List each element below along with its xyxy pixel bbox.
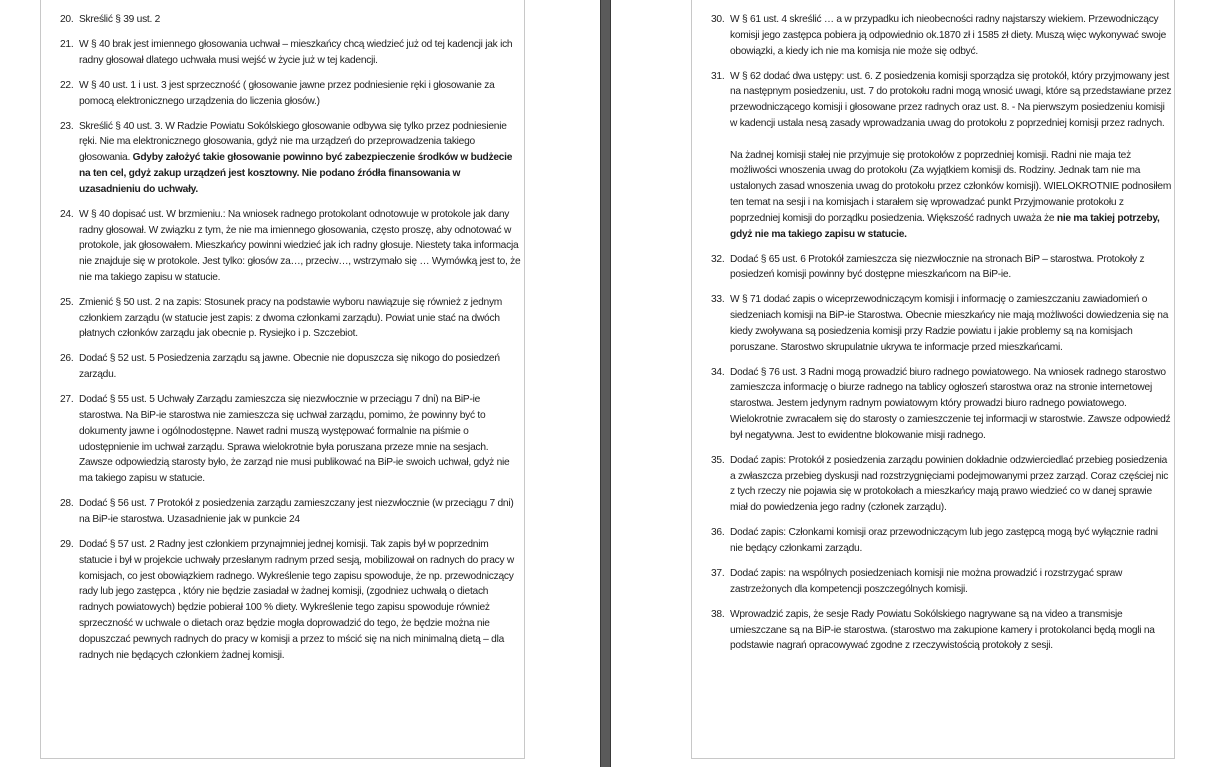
item-number: 32. bbox=[711, 253, 725, 265]
text-run: Dodać zapis: Członkami komisji oraz przewodniczącym lub jego zastępcą mogą być wyłącznie radni nie będący członkami zarządu. bbox=[730, 527, 1158, 555]
text-run: Dodać § 55 ust. 5 Uchwały Zarządu zamieszcza się niezwłocznie w przeciągu 7 dni) na BiP-ie starostwa. Na BiP-ie starostwa nie zamieszcza się uchwał zarządu, pomimo, że powinny być to dokumenty jawne i ogólnodostępne. Nawet radni muszą występować formalnie na piśmie o udostępnienie im uchwał zarządu. Sprawa wielokrotnie była poruszana przeze mnie na sesjach. Zawsze odpowiedzią starosty było, że zarząd nie musi publikować na BiP-ie swoich uchwał, gdyż nie ma takiego zapisu w statucie. bbox=[79, 394, 510, 485]
item-number: 38. bbox=[711, 608, 725, 620]
list-item bbox=[692, 566, 1174, 598]
list-item bbox=[692, 365, 1174, 444]
list-item bbox=[692, 12, 1174, 59]
text-run: Dodać § 65 ust. 6 Protokół zamieszcza się niezwłocznie na stronach BiP – starostwa. Protokoły z posiedzeń komisji powinny być dostępne mieszkańcom na BiP-ie. bbox=[730, 253, 1145, 281]
item-paragraph bbox=[79, 12, 522, 28]
numbered-list bbox=[41, 12, 524, 663]
item-paragraph bbox=[79, 351, 522, 383]
text-run: W § 40 ust. 1 i ust. 3 jest sprzeczność ( głosowanie jawne przez podniesienie ręki i głosowanie za pomocą elektronicznego urządzenia do liczenia głosów.) bbox=[79, 79, 495, 107]
item-number: 25. bbox=[60, 296, 74, 308]
numbered-list bbox=[692, 12, 1174, 654]
item-paragraph bbox=[79, 119, 522, 198]
item-number: 30. bbox=[711, 14, 725, 25]
text-run: Dodać § 76 ust. 3 Radni mogą prowadzić biuro radnego powiatowego. Na wniosek radnego starostwo zamieszcza informację o biurze radnego na tablicy ogłoszeń starostwa oraz na stronie internetowej starostwa. Jestem jedynym radnym powiatowym który prowadzi biuro radnego powiatowego. Wielokrotnie zwracałem się do starosty o zamieszczenie tej informacji w starostwie. Zawsze odpowiedź był negatywna. Jest to ewidentne blokowanie misji radnego. bbox=[730, 366, 1171, 441]
text-run: W § 62 dodać dwa ustępy: ust. 6. Z posiedzenia komisji sporządza się protokół, który przyjmowany jest na następnym posiedzeniu, ust. 7 do protokołu radni mogą wnosić uwagi, które są przedstawiane przez przewodniczącego komisji i głosowane przez radnych oraz ust. 8. - Na pierwszym posiedzeniu komisji w kadencji ustala nesą zasady wprowadzania uwag do protokołu z poprzedniej komisji przez radnych. bbox=[730, 70, 1172, 129]
item-paragraph bbox=[79, 537, 522, 663]
item-number: 23. bbox=[60, 120, 74, 132]
list-item bbox=[41, 537, 524, 663]
text-run: Zmienić § 50 ust. 2 na zapis: Stosunek pracy na podstawie wyboru nawiązuje się również z jednym członkiem zarządu (w statucie jest zapis: z dwoma członkami zarządu). Powiat unie stać na dwóch płatnych członków zarządu jak obecnie p. Rysiejko i p. Szczebiot. bbox=[79, 296, 503, 340]
text-run: W § 61 ust. 4 skreślić … a w przypadku ich nieobecności radny najstarszy wiekiem. Przewodniczący komisji jego zastępca pobiera ją odpowiednio ok.1870 zł i 1585 zł diety. Muszą więc wykonywać swoje obowiązki, a kiedy ich nie ma komisja nie może się odbyć. bbox=[730, 14, 1166, 57]
item-number: 34. bbox=[711, 366, 725, 378]
list-item bbox=[692, 525, 1174, 557]
item-paragraph bbox=[79, 78, 522, 110]
item-paragraph bbox=[730, 607, 1172, 654]
item-number: 35. bbox=[711, 454, 725, 466]
text-run: Skreślić § 40 ust. 3. W Radzie Powiatu Sokólskiego głosowanie odbywa się tylko przez podniesienie ręki. Nie ma elektronicznego głosowania, gdyż nie ma urządzeń do przeprowadzenia takiego głosowania. bbox=[79, 120, 507, 164]
list-item bbox=[41, 295, 524, 342]
text-run: Dodać § 52 ust. 5 Posiedzenia zarządu są jawne. Obecnie nie dopuszcza się nikogo do posiedzeń zarządu. bbox=[79, 353, 500, 381]
document-page-right[interactable] bbox=[691, 0, 1175, 759]
item-paragraph bbox=[730, 566, 1172, 598]
item-paragraph bbox=[79, 295, 522, 342]
item-paragraph bbox=[79, 207, 522, 286]
item-number: 28. bbox=[60, 498, 74, 510]
item-number: 20. bbox=[60, 14, 74, 25]
item-paragraph bbox=[730, 12, 1172, 59]
text-run: W § 40 dopisać ust. W brzmieniu.: Na wniosek radnego protokolant odnotowuje w protokole jak dany radny głosował. W związku z tym, że nie ma imiennego głosowania, często proszę, aby odnotować w protokole, jak głosowałem. Mieszkańcy powinni wiedzieć jak ich radny głosuje. Niestety taka informacja nie znajduje się w protokole. Jest tylko: głosów za…, przeciw…, wstrzymało się … Wymówką jest to, że nie ma takiego zapisu w statucie. bbox=[79, 208, 521, 283]
list-item bbox=[41, 351, 524, 383]
item-paragraph bbox=[730, 252, 1172, 284]
list-item bbox=[692, 69, 1174, 243]
bold-text: Gdyby założyć takie głosowanie powinno być zabezpieczenie środków w budżecie na ten cel, gdyż zakup urządzeń jest kosztowny. Nie podano źródła finansowania w uzasadnieniu do uchwały. bbox=[79, 152, 513, 195]
item-paragraph bbox=[730, 365, 1172, 444]
item-number: 22. bbox=[60, 79, 74, 91]
list-item bbox=[692, 453, 1174, 516]
list-item bbox=[692, 252, 1174, 284]
item-paragraph bbox=[79, 496, 522, 528]
item-paragraph bbox=[730, 525, 1172, 557]
text-run: W § 71 dodać zapis o wiceprzewodniczącym komisji i informację o zamieszczaniu zawiadomień o siedzeniach komisji na BiP-ie Starostwa. Obecnie mieszkańcy nie mają możliwości dowiedzenia się na kiedy zwoływana są posiedzenia komisji przy Radzie powiatu i jakie problemy są na komisjach poruszane. Starostwo skrupulatnie ukrywa te informacje przed mieszkańcami. bbox=[730, 294, 1169, 353]
item-paragraph bbox=[730, 453, 1172, 516]
item-number: 21. bbox=[60, 38, 74, 50]
item-number: 36. bbox=[711, 527, 725, 539]
list-item bbox=[41, 496, 524, 528]
item-paragraph bbox=[730, 148, 1172, 243]
list-item bbox=[692, 607, 1174, 654]
text-run: Dodać zapis: na wspólnych posiedzeniach komisji nie można prowadzić i rozstrzygać spraw zastrzeżonych dla kompetencji poszczególnych komisji. bbox=[730, 568, 1123, 595]
document-page-left[interactable] bbox=[40, 0, 525, 759]
list-item bbox=[692, 292, 1174, 355]
item-number: 29. bbox=[60, 539, 74, 550]
item-paragraph bbox=[79, 392, 522, 487]
list-item bbox=[41, 119, 524, 198]
item-paragraph bbox=[79, 37, 522, 69]
item-number: 24. bbox=[60, 208, 74, 220]
item-number: 37. bbox=[711, 568, 725, 580]
list-item bbox=[41, 207, 524, 286]
text-run: Na żadnej komisji stałej nie przyjmuje się protokołów z poprzedniej komisji. Radni nie maja też możliwości wnoszenia uwag do protokołu (Za wyjątkiem komisji ds. Rodziny. Jednak tam nie ma ustalonych zasad wnoszenia uwag do protokołu przez członków komisji). WIELOKROTNIE podnosiłem ten temat na sesji i na komisjach i starałem się wprowadzać punkt Przyjmowanie protokołu z poprzedniej komisji do porządku posiedzenia. Większość radnych uważa że bbox=[730, 149, 1172, 224]
text-run: Dodać § 57 ust. 2 Radny jest członkiem przynajmniej jednej komisji. Tak zapis był w poprzednim statucie i był w projekcie uchwały przesłanym radnym przed sesją, mobilizował on radnych do pracy w komisjach, co jest obowiązkiem radnego. Wykreślenie tego zapisu spowoduje, że np. przewodniczący rady lub jego zastępca , który nie będzie zasiadał w żadnej komisji, (zgodniez uchwałą o dietach radnych powiatowych) będzie pobierał 100 % diety. Wykreślenie tego zapisu spowoduje również sprzeczność w uchwale o dietach oraz będzie mogła doprowadzić do tego, że będzie można nie dopuszczać pewnych radnych do pracy w komisji a przez to mścić się na nich minimalną dietą – dla radnych nie będących członkiem żadnej komisji. bbox=[79, 539, 515, 661]
text-run: W § 40 brak jest imiennego głosowania uchwał – mieszkańcy chcą wiedzieć już od tej kadencji jak ich radny głosował dlatego uchwała musi wejść w życie już w tej kadencji. bbox=[79, 38, 513, 66]
list-item bbox=[41, 78, 524, 110]
text-run: Dodać zapis: Protokół z posiedzenia zarządu powinien dokładnie odzwierciedlać przebieg posiedzenia a zwłaszcza przebieg dyskusji nad rozstrzygnięciami podejmowanymi przez zarząd. Coraz częściej nic z tych rzeczy nie pojawia się w protokołach a mieszkańcy mają prawo wiedzieć co w danej sprawie miał do powiedzenia jego radny (członek zarządu). bbox=[730, 454, 1169, 514]
text-run: Skreślić § 39 ust. 2 bbox=[79, 14, 161, 25]
item-paragraph bbox=[730, 69, 1172, 132]
bold-text: nie ma takiej potrzeby, gdyż nie ma takiego zapisu w statucie. bbox=[730, 212, 1160, 240]
text-run: Dodać § 56 ust. 7 Protokół z posiedzenia zarządu zamieszczany jest niezwłocznie (w przeciągu 7 dni) na BiP-ie starostwa. Uzasadnienie jak w punkcie 24 bbox=[79, 498, 514, 526]
item-paragraph bbox=[730, 292, 1172, 355]
item-number: 31. bbox=[711, 70, 725, 82]
page-divider bbox=[600, 0, 611, 767]
item-number: 26. bbox=[60, 353, 74, 365]
list-item bbox=[41, 12, 524, 28]
text-run: Wprowadzić zapis, że sesje Rady Powiatu Sokólskiego nagrywane są na video a transmisje umieszczane są na BiP-ie starostwa. (starostwo ma zakupione kamery i protokolanci będą mogli na podstawie nagrań opracowywać zgodne z rzeczywistością protokoły z sesji. bbox=[730, 608, 1155, 652]
item-number: 33. bbox=[711, 294, 725, 306]
list-item bbox=[41, 37, 524, 69]
item-number: 27. bbox=[60, 394, 74, 406]
list-item bbox=[41, 392, 524, 487]
